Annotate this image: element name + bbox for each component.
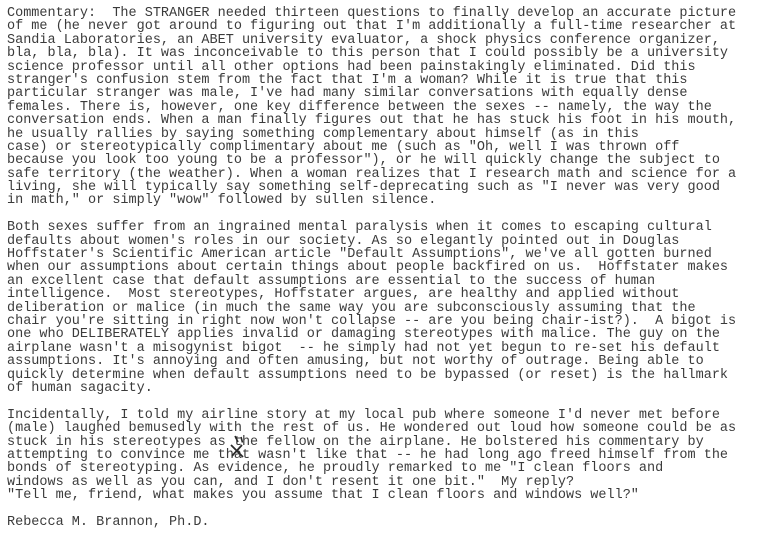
text-line: Hoffstater's Scientific American article "Default Assumptions", we've all gotten burned xyxy=(7,247,712,263)
text-line: he usually rallies by saying something complementary about himself (as in this xyxy=(7,126,639,142)
text-line: particular stranger was male, I've had many similar conversations with equally dense xyxy=(7,86,688,102)
text-line: Commentary: The STRANGER needed thirteen questions to finally develop an accurate picture xyxy=(7,6,737,21)
text-line: Sandia Laboratories, an ABET university evaluator, a shock physics conference organizer, xyxy=(7,32,720,48)
text-line: safe territory (the weather). When a woman realizes that I research math and science for a xyxy=(7,166,737,182)
paragraph-default-assumptions xyxy=(7,221,762,395)
text-line: windows as well as you can, and I don't resent it one bit." My reply? xyxy=(7,474,575,490)
text-line: in math," or simply "wow" followed by sullen silence. xyxy=(7,193,437,209)
text-line: when our assumptions about certain things about people backfired on us. Hoffstater makes xyxy=(7,260,729,276)
text-line: attempting to convince me that wasn't like that -- he had long ago freed himself from the xyxy=(7,447,729,463)
text-line: bonds of stereotyping. As evidence, he proudly remarked to me "I clean floors and xyxy=(7,461,664,477)
text-line: stuck in his stereotypes as the fellow on the airplane. He bolstered his commentary by xyxy=(7,434,704,450)
text-line: assumptions. It's annoying and often amusing, but not worthy of outrage. Being able to xyxy=(7,354,704,370)
text-line: chair you're sitting in right now won't collapse -- are you being chair-ist?). A bigot is xyxy=(7,313,737,329)
text-line: "Tell me, friend, what makes you assume that I clean floors and windows well?" xyxy=(7,488,639,504)
text-line: deliberation or malice (in much the same way you are subconsciously assuming that the xyxy=(7,300,696,316)
paragraph-pub-story xyxy=(7,409,762,503)
text-line: females. There is, however, one key difference between the sexes -- namely, the way the xyxy=(7,99,712,115)
text-line: defaults about women's roles in our society. As so elegantly pointed out in Douglas xyxy=(7,233,680,249)
text-line: of me (he never got around to figuring out that I'm additionally a full-time researcher at xyxy=(7,19,737,35)
text-line: intelligence. Most stereotypes, Hoffstater argues, are healthy and applied without xyxy=(7,287,680,303)
text-line: conversation ends. When a man finally figures out that he has stuck his foot in his mouth, xyxy=(7,113,737,129)
signature-line: Rebecca M. Brannon, Ph.D. xyxy=(7,514,210,530)
text-line: airplane wasn't a misogynist bigot -- he simply had not yet begun to re-set his default xyxy=(7,340,720,356)
text-line: an excellent case that default assumptions are essential to the success of human xyxy=(7,273,656,289)
text-line: (male) laughed bemusedly with the rest of us. He wondered out loud how someone could be as xyxy=(7,421,737,437)
text-line: Incidentally, I told my airline story at my local pub where someone I'd never met before xyxy=(7,407,720,423)
paragraph-commentary xyxy=(7,7,762,208)
text-line: living, she will typically say something self-deprecating such as "I never was very good xyxy=(7,180,720,196)
text-line: one who DELIBERATELY applies invalid or damaging stereotypes with malice. The guy on the xyxy=(7,327,720,343)
text-line: science professor until all other options had been painstakingly eliminated. Did this xyxy=(7,59,696,75)
text-line: case) or stereotypically complimentary about me (such as "Oh, well I was thrown off xyxy=(7,139,680,155)
text-line: stranger's confusion stem from the fact that I'm a woman? While it is true that this xyxy=(7,72,688,88)
text-line: because you look too young to be a professor"), or he will quickly change the subject to xyxy=(7,153,720,169)
text-line: of human sagacity. xyxy=(7,380,153,396)
text-line: bla, bla, bla). It was inconceivable to this person that I could possibly be a university xyxy=(7,46,729,62)
text-line: Both sexes suffer from an ingrained mental paralysis when it comes to escaping cultural xyxy=(7,220,712,236)
text-line: quickly determine when default assumptions need to be bypassed (or reset) is the hallmark xyxy=(7,367,729,383)
